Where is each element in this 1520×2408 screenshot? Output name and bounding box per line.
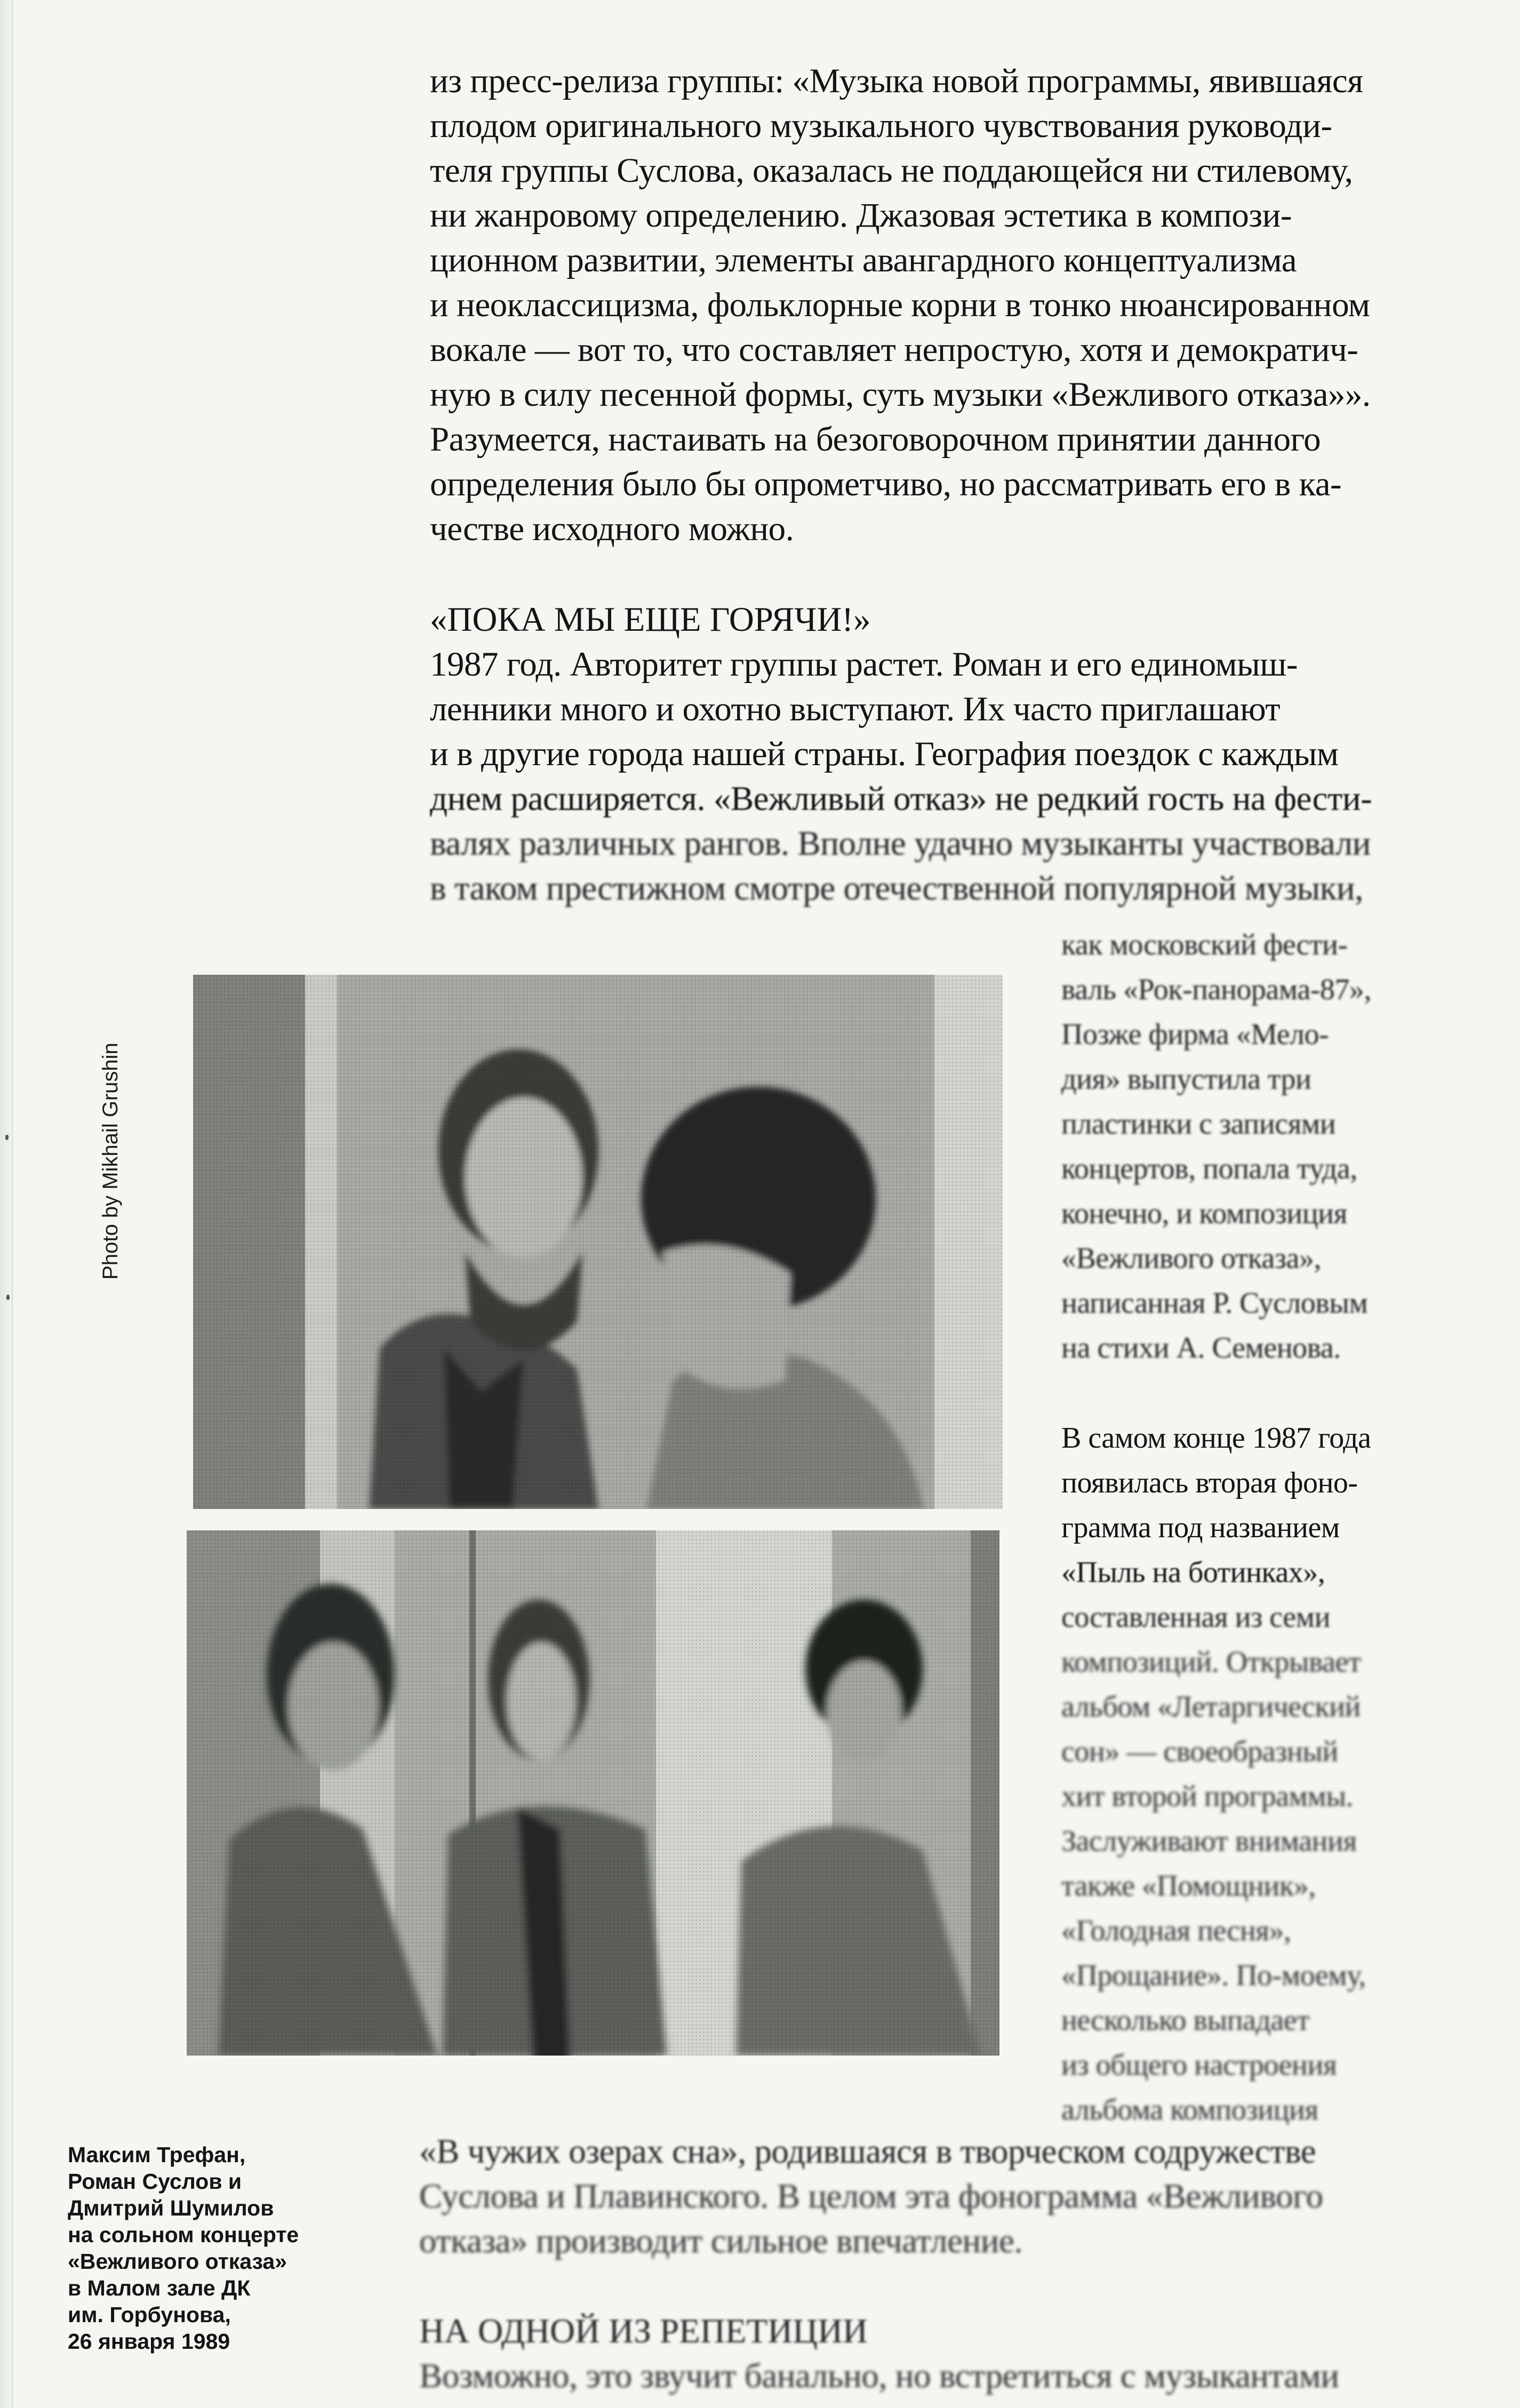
paragraph-rehearsal	[419, 2354, 1339, 2398]
text-line: плодом оригинального музыкального чувствования руководи-	[430, 107, 1332, 145]
text-line: дия» выпустила три	[1061, 1063, 1311, 1096]
text-line: «В чужих озерах сна», родившаяся в творческом содружестве	[419, 2132, 1316, 2171]
text-line: 26 января 1989	[68, 2329, 230, 2354]
text-line: в таком престижном смотре отечественной популярной музыки,	[430, 869, 1363, 908]
text-line: ционном развитии, элементы авангардного концептуализма	[430, 241, 1297, 279]
photo-image	[187, 1530, 999, 2056]
text-line: Возможно, это звучит банально, но встретиться с музыкантами	[419, 2357, 1339, 2395]
text-line: днем расширяется. «Вежливый отказ» не редкий гость на фести-	[430, 780, 1372, 818]
text-line: составленная из семи	[1061, 1601, 1331, 1634]
text-line: Дмитрий Шумилов	[68, 2196, 274, 2220]
text-line: из общего настроения	[1061, 2049, 1337, 2082]
text-line: в Малом зале ДК	[68, 2276, 251, 2300]
text-line: на сольном концерте	[68, 2222, 299, 2247]
text-line: «Прощание». По-моему,	[1061, 1959, 1366, 1992]
text-line: ленники много и охотно выступают. Их часто приглашают	[430, 690, 1281, 728]
text-line: «Вежливого отказа»	[68, 2249, 287, 2274]
paragraph-second-phonogram	[1061, 1416, 1371, 2132]
text-line: Заслуживают внимания	[1061, 1825, 1357, 1858]
text-line: валь «Рок-панорама-87»,	[1061, 973, 1371, 1006]
print-speck	[6, 1295, 10, 1300]
text-line: несколько выпадает	[1061, 2004, 1310, 2037]
page-gutter	[0, 0, 13, 2408]
photo-credit: Photo by Mikhail Grushin	[99, 1042, 122, 1280]
text-line: сон» — своеобразный	[1061, 1735, 1338, 1768]
paragraph-rock-panorama	[1061, 922, 1371, 1370]
text-line: Позже фирма «Мело-	[1061, 1018, 1329, 1051]
text-line: пластинки с записями	[1061, 1107, 1336, 1141]
text-line: и в другие города нашей страны. География поездок с каждым	[430, 735, 1339, 773]
photo-two-musicians	[193, 975, 1003, 1509]
text-line: «Голодная песня»,	[1061, 1914, 1291, 1947]
text-line: «Вежливого отказа»,	[1061, 1242, 1321, 1275]
text-line: Суслова и Плавинского. В целом эта фонограмма «Вежливого	[419, 2177, 1323, 2216]
text-line: написанная Р. Сусловым	[1061, 1287, 1368, 1320]
text-line: концертов, попала туда,	[1061, 1152, 1357, 1185]
text-line: 1987 год. Авторитет группы растет. Роман и его единомыш-	[430, 645, 1298, 684]
text-line: валях различных рангов. Вполне удачно музыканты участвовали	[430, 824, 1371, 863]
text-line: им. Горбунова,	[68, 2302, 231, 2327]
text-line: хит второй программы.	[1061, 1780, 1353, 1813]
text-line: В самом конце 1987 года	[1061, 1422, 1371, 1455]
photo-three-musicians	[187, 1530, 999, 2056]
text-line: отказа» производит сильное впечатление.	[419, 2222, 1023, 2260]
text-line: Роман Суслов и	[68, 2169, 242, 2194]
text-line: ни жанровому определению. Джазовая эстетика в компози-	[430, 196, 1292, 235]
text-line: конечно, и композиция	[1061, 1197, 1347, 1230]
section-heading-rehearsal: НА ОДНОЙ ИЗ РЕПЕТИЦИИ	[419, 2312, 868, 2350]
paragraph-1987	[430, 642, 1372, 911]
text-line: Максим Трефан,	[68, 2142, 246, 2167]
paragraph-foreign-lakes	[419, 2129, 1323, 2263]
text-line: честве исходного можно.	[430, 510, 794, 548]
text-line: ную в силу песенной формы, суть музыки «Вежливого отказа»».	[430, 375, 1371, 414]
text-line: альбом «Летаргический	[1061, 1690, 1361, 1723]
text-line: альбома композиция	[1061, 2093, 1318, 2126]
text-line: как московский фести-	[1061, 928, 1348, 961]
text-line: Разумеется, настаивать на безоговорочном принятии данного	[430, 420, 1321, 459]
text-line: из пресс-релиза группы: «Музыка новой программы, явившаяся	[430, 62, 1363, 100]
text-line: также «Помощник»,	[1061, 1869, 1316, 1903]
section-heading-hot: «ПОКА МЫ ЕЩЕ ГОРЯЧИ!»	[430, 600, 871, 639]
paragraph-press-release	[430, 59, 1371, 551]
text-line: теля группы Суслова, оказалась не поддающейся ни стилевому,	[430, 151, 1353, 190]
text-line: и неоклассицизма, фольклорные корни в тонко нюансированном	[430, 286, 1370, 324]
print-speck	[5, 1135, 9, 1140]
text-line: появилась вторая фоно-	[1061, 1466, 1358, 1499]
photo-caption	[68, 2141, 299, 2355]
text-line: композиций. Открывает	[1061, 1646, 1361, 1679]
text-line: вокале — вот то, что составляет непростую, хотя и демократич-	[430, 331, 1358, 369]
text-line: определения было бы опрометчиво, но рассматривать его в ка-	[430, 465, 1342, 503]
text-line: «Пыль на ботинках»,	[1061, 1556, 1325, 1589]
text-line: на стихи А. Семенова.	[1061, 1331, 1341, 1364]
photo-image	[193, 975, 1003, 1509]
text-line: грамма под названием	[1061, 1511, 1340, 1544]
